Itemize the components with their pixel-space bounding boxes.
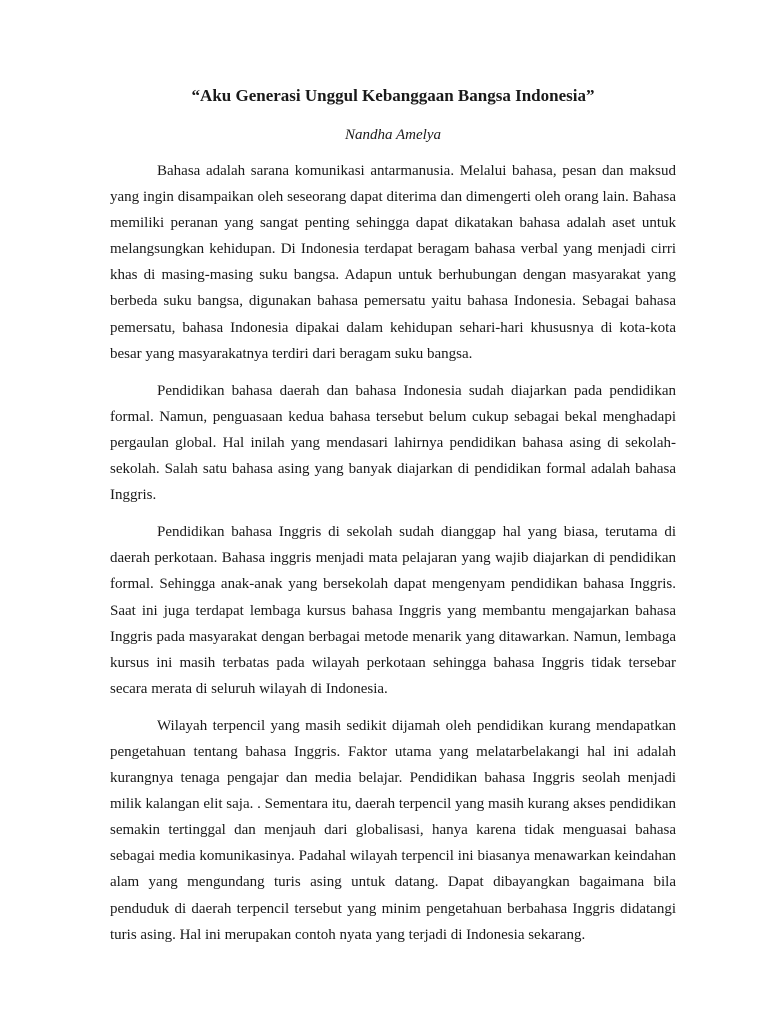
- document-body: [110, 158, 676, 948]
- document-title: “Aku Generasi Unggul Kebanggaan Bangsa Indonesia”: [191, 86, 595, 105]
- paragraph: Pendidikan bahasa daerah dan bahasa Indonesia sudah diajarkan pada pendidikan formal. Namun, penguasaan kedua bahasa tersebut belum cukup sebagai bekal menghadapi pergaulan global. Hal inilah yang mendasari lahirnya pendidikan bahasa asing di sekolah-sekolah. Salah satu bahasa asing yang banyak diajarkan di pendidikan formal adalah bahasa Inggris.: [110, 382, 676, 504]
- paragraph: Bahasa adalah sarana komunikasi antarmanusia. Melalui bahasa, pesan dan maksud yang ingin disampaikan oleh seseorang dapat diterima dan dimengerti oleh orang lain. Bahasa memiliki peranan yang sangat penting sehingga dapat dikatakan bahasa adalah aset untuk melangsungkan kehidupan. Di Indonesia terdapat beragam bahasa verbal yang menjadi cirri khas di masing-masing suku bangsa. Adapun untuk berhubungan dengan masyarakat yang berbeda suku bangsa, digunakan bahasa pemersatu yaitu bahasa Indonesia. Sebagai bahasa pemersatu, bahasa Indonesia dipakai dalam kehidupan sehari-hari khususnya di kota-kota besar yang masyarakatnya terdiri dari beragam suku bangsa.: [110, 163, 676, 362]
- paragraph: Wilayah terpencil yang masih sedikit dijamah oleh pendidikan kurang mendapatkan pengetahuan tentang bahasa Inggris. Faktor utama yang melatarbelakangi hal ini adalah kurangnya tenaga pengajar dan media belajar. Pendidikan bahasa Inggris seolah menjadi milik kalangan elit saja. . Sementara itu, daerah terpencil yang masih kurang akses pendidikan semakin tertinggal dan menjauh dari globalisasi, hanya karena tidak menguasai bahasa sebagai media komunikasinya. Padahal wilayah terpencil ini biasanya menawarkan keindahan alam yang mengundang turis asing untuk datang. Dapat dibayangkan bagaimana bila penduduk di daerah terpencil tersebut yang minim pengetahuan berbahasa Inggris didatangi turis asing. Hal ini merupakan contoh nyata yang terjadi di Indonesia sekarang.: [110, 717, 676, 943]
- author-name: Nandha Amelya: [345, 127, 441, 143]
- paragraph: Pendidikan bahasa Inggris di sekolah sudah dianggap hal yang biasa, terutama di daerah perkotaan. Bahasa inggris menjadi mata pelajaran yang wajib diajarkan di pendidikan formal. Sehingga anak-anak yang bersekolah dapat mengenyam pendidikan bahasa Inggris. Saat ini juga terdapat lembaga kursus bahasa Inggris yang membantu mengajarkan bahasa Inggris pada masyarakat dengan berbagai metode menarik yang ditawarkan. Namun, lembaga kursus ini masih terbatas pada wilayah perkotaan sehingga bahasa Inggris tidak tersebar secara merata di seluruh wilayah di Indonesia.: [110, 524, 676, 697]
